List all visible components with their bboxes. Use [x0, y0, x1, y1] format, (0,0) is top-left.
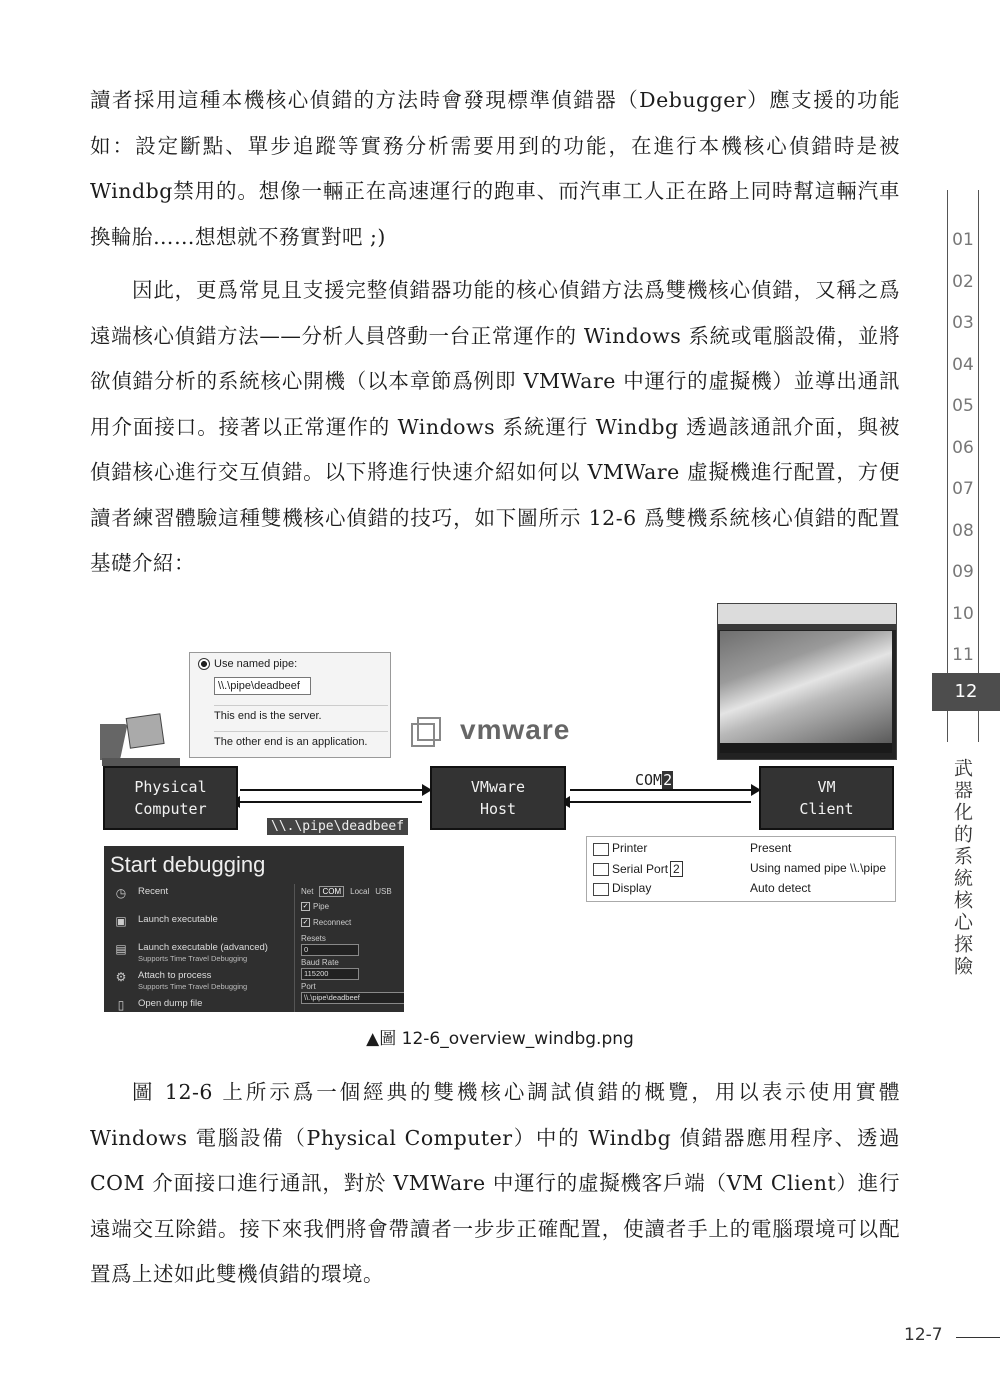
pipe-path-input[interactable]: \\.\pipe\deadbeef	[214, 677, 311, 695]
hardware-row-serial-port[interactable]: Serial Port 2 Using named pipe \\.\pipe	[593, 861, 889, 879]
page-number-rule	[956, 1337, 1000, 1338]
file-icon: ▯	[117, 998, 125, 1012]
display-icon	[593, 883, 609, 896]
tab-com[interactable]: COM	[319, 886, 344, 897]
tablet-icon	[100, 714, 180, 766]
named-pipe-dialog	[189, 652, 391, 758]
chapter-index-item: 11	[952, 645, 974, 665]
chapter-index-item: 07	[952, 479, 974, 499]
tab-net[interactable]: Net	[301, 887, 314, 896]
hardware-row-display[interactable]: Display Auto detect	[593, 881, 889, 899]
chapter-index-item: 01	[952, 230, 974, 250]
radio-selected-icon[interactable]	[198, 658, 210, 670]
paragraph-figure-explanation: 圖 12-6 上所示爲一個經典的雙機核心調試偵錯的概覽，用以表示使用實體 Windows 電腦設備（Physical Computer）中的 Windbg 偵錯器應用程序、透過 COM 介面接口進行通訊，對於 VMWare 中運行的虛擬機客戶端（VM Client）進行遠端交互除錯。接下來我們將會帶讀者一步步正確配置，使讀者手上的電腦環境可以配置爲上述如此雙機偵錯的環境。	[90, 1080, 900, 1286]
chapter-index-item: 09	[952, 562, 974, 582]
page-number: 12-7	[904, 1325, 943, 1345]
phys-host-arrow	[230, 784, 432, 808]
debug-menu-recent[interactable]: ◷ Recent	[115, 886, 169, 900]
vm-hardware-settings	[586, 836, 896, 902]
tab-usb[interactable]: USB	[375, 887, 392, 896]
tab-local[interactable]: Local	[350, 887, 370, 896]
paragraph-intro: 讀者採用這種本機核心偵錯的方法時會發現標準偵錯器（Debugger）應支援的功能如：設定斷點、單步追蹤等實務分析需要用到的功能，在進行本機核心偵錯時是被Windbg禁用的。想像一輛正在高速運行的跑車、而汽車工人正在路上同時幫這輛汽車換輪胎……想想就不務實對吧 ;)	[90, 88, 900, 249]
port-label: Port	[301, 982, 316, 991]
named-pipe-option[interactable]: Use named pipe:	[198, 658, 297, 670]
physical-computer-node: Physical Computer	[103, 766, 238, 830]
paragraph-remote-debugging: 因此，更爲常見且支援完整偵錯器功能的核心偵錯方法爲雙機核心偵錯，又稱之爲遠端核心偵錯方法——分析人員啓動一台正常運作的 Windows 系統或電腦設備，並將欲偵錯分析的系統核心開機（以本章節爲例即 VMWare 中運行的虛擬機）並導出通訊用介面接口。接著以正常運作的 Windows 系統運行 Windbg 透過該通訊介面，與被偵錯核心進行交互偵錯。以下將進行快速介紹如何以 VMWare 虛擬機進行配置，方便讀者練習體驗這種雙機核心偵錯的技巧，如下圖所示 12-6 爲雙機系統核心偵錯的配置基礎介紹：	[90, 278, 900, 575]
book-title-vertical: 武器化的系統核心探險	[951, 758, 973, 978]
chapter-index-item: 02	[952, 271, 974, 292]
debug-panel-title: Start debugging	[110, 852, 266, 877]
com-port-label: COM2	[635, 771, 673, 789]
vm-tab-strip	[718, 624, 896, 630]
vmware-logo: vmware	[460, 714, 571, 745]
pipe-checkbox[interactable]: ✓ Pipe	[302, 902, 330, 911]
window-icon: ▣	[115, 914, 127, 928]
vm-client-screenshot	[717, 603, 897, 760]
chapter-index-item: 04	[952, 354, 974, 375]
gears-icon: ⚙	[115, 970, 127, 984]
vm-desktop-wallpaper	[720, 631, 892, 743]
vmware-host-node: VMware Host	[430, 766, 566, 830]
baud-rate-label: Baud Rate	[301, 958, 339, 967]
baud-rate-input[interactable]: 115200	[301, 968, 359, 980]
checkbox-checked-icon: ✓	[302, 903, 309, 911]
vmware-logo-icon	[412, 718, 440, 746]
figure-caption: ▲圖 12-6_overview_windbg.png	[366, 1029, 634, 1049]
pipe-application-note: The other end is an application.	[214, 731, 388, 748]
kernel-connection-settings	[294, 884, 404, 1012]
figure-windbg-overview	[100, 600, 900, 1015]
window-gear-icon: ▤	[115, 942, 127, 956]
serial-port-icon	[593, 863, 609, 876]
chapter-index-item: 10	[952, 603, 974, 624]
vm-taskbar	[720, 743, 892, 753]
debug-menu-launch-advanced[interactable]: ▤ Launch executable (advanced) Supports Time Travel Debugging	[115, 942, 268, 963]
chapter-index-item: 03	[952, 313, 974, 333]
chapter-index-item: 06	[952, 437, 974, 458]
reconnect-checkbox[interactable]: ✓ Reconnect	[302, 918, 352, 927]
resets-label: Resets	[301, 934, 326, 943]
chapter-index-item: 05	[952, 396, 974, 416]
debug-menu-attach-process[interactable]: ⚙ Attach to process Supports Time Travel Debugging	[115, 970, 248, 991]
resets-input[interactable]: 0	[301, 944, 359, 956]
debug-menu	[112, 886, 282, 1012]
chapter-index-item: 08	[952, 520, 974, 541]
hardware-row-printer[interactable]: Printer Present	[593, 841, 889, 859]
checkbox-checked-icon: ✓	[302, 919, 309, 927]
clock-icon: ◷	[115, 886, 127, 900]
vm-client-node: VM Client	[759, 766, 894, 830]
pipe-server-note: This end is the server.	[214, 705, 388, 722]
chapter-index	[932, 226, 994, 683]
port-input[interactable]: \\.\pipe\deadbeef	[301, 992, 404, 1004]
debug-menu-open-dump[interactable]: ▯ Open dump file	[112, 998, 282, 1012]
chapter-index-active: 12	[932, 673, 1000, 711]
vm-toolbar	[718, 604, 896, 624]
debug-menu-launch-executable[interactable]: ▣ Launch executable	[115, 914, 218, 928]
kernel-connection-tabs	[301, 886, 404, 897]
windbg-start-debugging-panel	[104, 846, 404, 1012]
pipe-link-label: \\.\pipe\deadbeef	[267, 818, 408, 835]
printer-icon	[593, 843, 609, 856]
